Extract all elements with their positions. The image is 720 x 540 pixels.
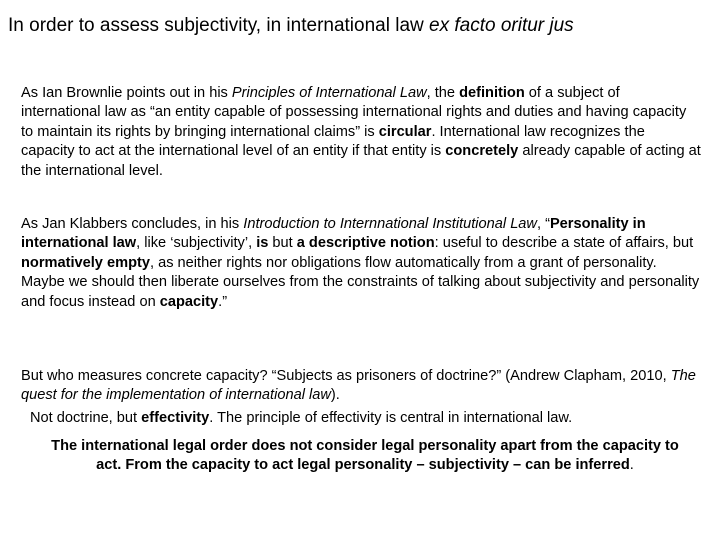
p1-bold-definition: definition — [459, 85, 525, 101]
title-latin-maxim: ex facto oritur jus — [429, 15, 574, 36]
p1-text-3: of a subject of international law as “an entity capable of possessing international rights and duties and having capacity to maintain its rights by bringing international claims” is — [21, 85, 687, 140]
p1-book-title: Principles of International Law — [231, 85, 427, 101]
p5-text: The international legal order does not consider legal personality apart from the capacity to act. From the capacity to act legal personality – subjectivity – can be inferred — [51, 438, 679, 474]
p3-book-title: The quest for the implementation of international law — [21, 368, 696, 404]
p2-text-3: , like ‘subjectivity’, — [136, 235, 257, 252]
p2-text-7: .” — [218, 293, 228, 310]
p1-text-5: already capable of acting at the international level. — [21, 143, 701, 179]
p1-bold-concretely: concretely — [445, 143, 519, 160]
paragraph-conclusion — [40, 437, 690, 476]
paragraph-brownlie — [21, 84, 701, 181]
p2-bold-is: is — [256, 235, 269, 252]
p2-text-2: , “ — [536, 216, 550, 232]
p3-text-2: ). — [330, 387, 340, 404]
p5-period: . — [629, 457, 634, 474]
p1-text-4: . International law recognizes the capacity to act at the international level of an entity if that entity is — [21, 123, 645, 160]
p4-text-2: . The principle of effectivity is central in international law. — [209, 410, 573, 426]
title-text: In order to assess subjectivity, in international law — [8, 15, 430, 36]
p2-bold-personality: Personality in international law — [21, 216, 646, 252]
p4-text-1: Not doctrine, but — [30, 410, 142, 426]
p2-bold-normatively-empty: normatively empty — [21, 254, 150, 271]
p2-book-title: Introduction to Internnational Institutional Law — [243, 216, 537, 232]
p2-bold-capacity: capacity — [159, 293, 219, 310]
p2-bold-descriptive-notion: a descriptive notion — [296, 235, 435, 252]
p1-text-2: , the — [426, 85, 460, 101]
p1-bold-circular: circular — [378, 123, 432, 140]
paragraph-clapham — [21, 367, 701, 406]
p4-bold-effectivity: effectivity — [141, 410, 210, 426]
p2-text-1: As Jan Klabbers concludes, in his — [21, 216, 244, 232]
p1-text-1: As Ian Brownlie points out in his — [21, 85, 232, 101]
p2-text-5: : useful to describe a state of affairs, but — [434, 235, 694, 252]
p2-text-6: , as neither rights nor obligations flow automatically from a grant of personality. Maybe we should then liberate ourselves from the constraints of talking about subjectivity and personality and focus instead on — [21, 254, 700, 310]
p3-text-1: But who measures concrete capacity? “Subjects as prisoners of doctrine?” (Andrew Clapham, 2010, — [21, 368, 671, 384]
paragraph-effectivity — [30, 409, 718, 428]
p2-text-4: but — [268, 235, 297, 252]
slide-title — [8, 14, 714, 38]
paragraph-klabbers — [21, 215, 701, 312]
